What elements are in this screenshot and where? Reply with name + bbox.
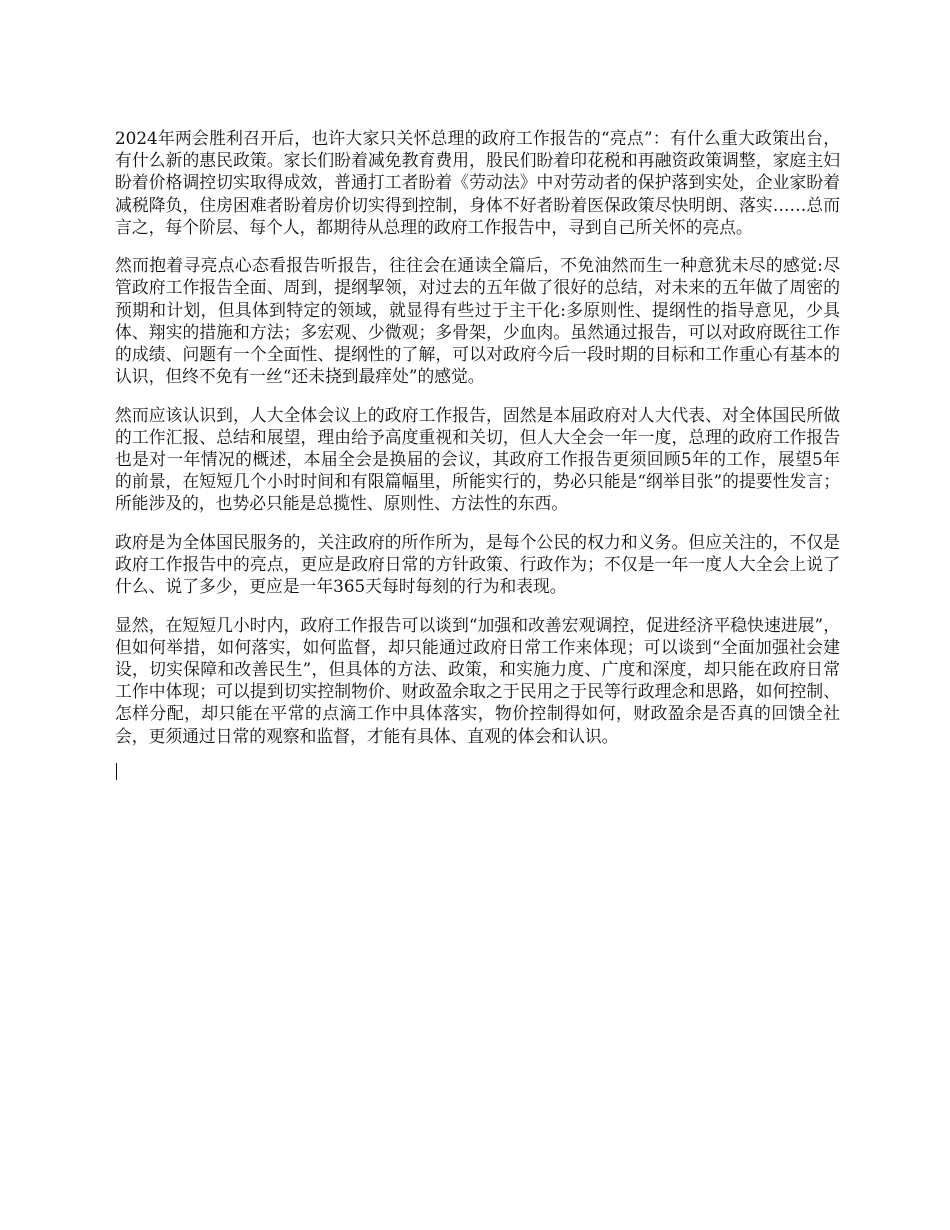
text-cursor[interactable] (116, 763, 117, 780)
paragraph-2: 然而抱着寻亮点心态看报告听报告，往往会在通读全篇后，不免油然而生一种意犹未尽的感觉:尽管政府工作报告全面、周到，提纲挈领，对过去的五年做了很好的总结，对未来的五年做了周密的预期和计划，但具体到特定的领域，就显得有些过于主干化:多原则性、提纲性的指导意见，少具体、翔实的措施和方法；多宏观、少微观；多骨架，少血肉。虽然通过报告，可以对政府既往工作的成绩、问题有一个全面性、提纲性的了解，可以对政府今后一段时期的目标和工作重心有基本的认识，但终不免有一丝“还未挠到最痒处”的感觉。 (115, 255, 840, 387)
paragraph-4: 政府是为全体国民服务的，关注政府的所作所为，是每个公民的权力和义务。但应关注的，不仅是政府工作报告中的亮点，更应是政府日常的方针政策、行政作为；不仅是一年一度人大全会上说了什么、说了多少，更应是一年365天每时每刻的行为和表现。 (115, 531, 840, 597)
document-body (115, 127, 840, 780)
paragraph-1: 2024年两会胜利召开后，也许大家只关怀总理的政府工作报告的“亮点”：有什么重大政策出台，有什么新的惠民政策。家长们盼着减免教育费用，股民们盼着印花税和再融资政策调整，家庭主妇盼着价格调控切实取得成效，普通打工者盼着《劳动法》中对劳动者的保护落到实处，企业家盼着减税降负，住房困难者盼着房价切实得到控制，身体不好者盼着医保政策尽快明朗、落实……总而言之，每个阶层、每个人，都期待从总理的政府工作报告中，寻到自己所关怀的亮点。 (115, 128, 840, 237)
paragraph-5: 显然，在短短几小时内，政府工作报告可以谈到“加强和改善宏观调控，促进经济平稳快速进展”，但如何举措，如何落实，如何监督，却只能通过政府日常工作来体现；可以谈到“全面加强社会建设，切实保障和改善民生”，但具体的方法、政策，和实施力度、广度和深度，却只能在政府日常工作中体现；可以提到切实控制物价、财政盈余取之于民用之于民等行政理念和思路，如何控制、怎样分配，却只能在平常的点滴工作中具体落实，物价控制得如何，财政盈余是否真的回馈全社会，更须通过日常的观察和监督，才能有具体、直观的体会和认识。 (115, 614, 840, 746)
paragraph-3: 然而应该认识到，人大全体会议上的政府工作报告，固然是本届政府对人大代表、对全体国民所做的工作汇报、总结和展望，理由给予高度重视和关切，但人大全会一年一度，总理的政府工作报告也是对一年情况的概述，本届全会是换届的会议，其政府工作报告更须回顾5年的工作，展望5年的前景，在短短几个小时时间和有限篇幅里，所能实行的，势必只能是“纲举目张”的提要性发言；所能涉及的，也势必只能是总揽性、原则性、方法性的东西。 (115, 404, 840, 514)
